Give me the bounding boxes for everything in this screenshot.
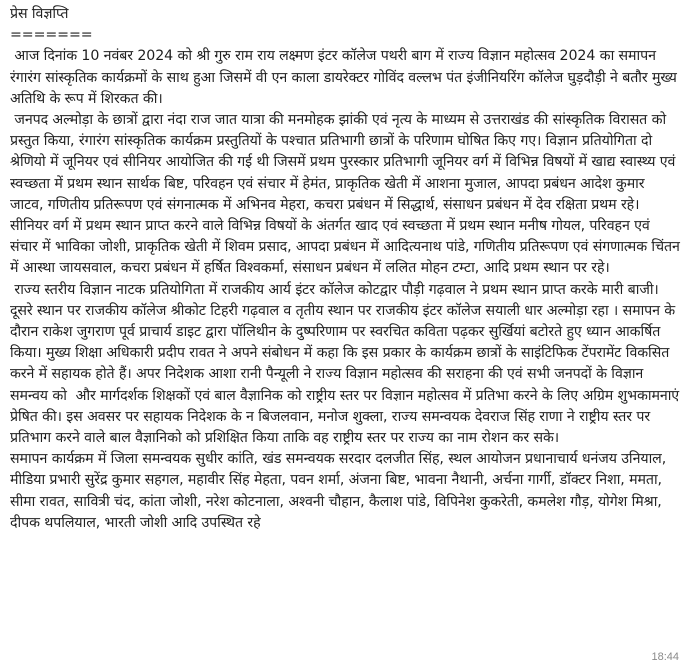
message-paragraph: जनपद अल्मोड़ा के छात्रों द्वारा नंदा राज जात यात्रा की मनमोहक झांकी एवं नृत्य के माध्यम से उत्तराखंड की सांस्कृतिक विरासत को प्रस्तुत किया, रंगारंग सांस्कृतिक कार्यक्रम प्रस्तुतियों के पश्चात प्रतिभागी छात्रों के परिणाम घोषित किए गए। विज्ञान प्रतियोगिता दो श्रेणियो में जूनियर एवं सीनियर आयोजित की गई थी जिसमें प्रथम पुरस्कार प्रतिभागी जूनियर वर्ग में विभिन्न विषयों में खाद्य स्वास्थ्य एवं स्वच्छता में प्रथम स्थान सार्थक बिष्ट, परिवहन एवं संचार में हेमंत, प्राकृतिक खेती में आशना मुजाल, आपदा प्रबंधन आदेश कुमार जाटव, गणितीय प्रतिरूपण एवं संगनात्मक में अभिनव मेहरा, कचरा प्रबंधन में सिद्धार्थ, संसाधन प्रबंधन में देव रक्षिता प्रथम रहे। सीनियर वर्ग में प्रथम स्थान प्राप्त करने वाले विभिन्न विषयों के अंतर्गत खाद एवं स्वच्छता में प्रथम स्थान मनीष गोयल, परिवहन एवं संचार में भाविका जोशी, प्राकृतिक खेती में शिवम प्रसाद, आपदा प्रबंधन में आदित्यनाथ पांडे, गणितीय प्रतिरूपण एवं संगणात्मक चिंतन में आस्था जायसवाल, कचरा प्रबंधन में हर्षित विश्वकर्मा, संसाधन प्रबंधन में ललित मोहन टम्टा, आदि प्रथम स्थान पर रहे। <box>10 112 685 277</box>
message-timestamp: 18:44 <box>651 651 679 663</box>
message-paragraph: समापन कार्यक्रम में जिला समन्वयक सुधीर कांति, खंड समन्वयक सरदार दलजीत सिंह, स्थल आयोजन प्रधानाचार्य धनंजय उनियाल, मीडिया प्रभारी सुरेंद्र कुमार सहगल, महावीर सिंह मेहता, पवन शर्मा, अंजना बिष्ट, भावना नैथानी, अर्चना गार्गी, डॉक्टर निशा, ममता, सीमा रावत, सावित्री चंद, कांता जोशी, नरेश कोटनाला, अश्वनी चौहान, कैलाश पांडे, विपिनेश कुकरेती, कमलेश गौड़, योगेश मिश्रा, दीपक थपलियाल, भारती जोशी आदि उपस्थित रहे <box>10 451 671 531</box>
message-title: प्रेस विज्ञप्ति <box>10 6 69 22</box>
message-paragraph: राज्य स्तरीय विज्ञान नाटक प्रतियोगिता में राजकीय आर्य इंटर कॉलेज कोटद्वार पौड़ी गढ़वाल ने प्रथम स्थान प्राप्त करके मारी बाजी। दूसरे स्थान पर राजकीय कॉलेज श्रीकोट टिहरी गढ़वाल व तृतीय स्थान पर राजकीय इंटर कॉलेज सयाली धार अल्मोड़ा रहा । समापन के दौरान राकेश जुगराण पूर्व प्राचार्य डाइट द्वारा पॉलिथीन के दुष्परिणाम पर स्वरचित कविता पढ़कर सुर्खियां बटोरते हुए ध्यान आकर्षित किया। मुख्य शिक्षा अधिकारी प्रदीप रावत ने अपने संबोधन में कहा कि इस प्रकार के कार्यक्रम छात्रों के साइंटिफिक टेंपरामेंट विकसित करने में सहायक होते हैं। अपर निदेशक आशा रानी पैन्यूली ने राज्य विज्ञान महोत्सव की सराहना की एवं सभी जनपदों के विज्ञान समन्वय को और मार्गदर्शक शिक्षकों एवं बाल वैज्ञानिक को राष्ट्रीय स्तर पर विज्ञान महोत्सव में प्रतिभा करने के लिए अग्रिम शुभकामनाएं प्रेषित की। इस अवसर पर सहायक निदेशक के न बिजलवान, मनोज शुक्ला, राज्य समन्वयक देवराज सिंह राणा ने राष्ट्रीय स्तर पर प्रतिभाग करने वाले बाल वैज्ञानिको को प्रशिक्षित किया ताकि वह राष्ट्रीय स्तर पर राज्य का नाम रोशन कर सके। <box>10 281 684 447</box>
message-paragraph: आज दिनांक 10 नवंबर 2024 को श्री गुरु राम राय लक्ष्मण इंटर कॉलेज पथरी बाग में राज्य विज्ञान महोत्सव 2024 का समापन रंगारंग सांस्कृतिक कार्यक्रमों के साथ हुआ जिसमें वी एन काला डायरेक्टर गोविंद वल्लभ पंत इंजीनियरिंग कॉलेज घुड़दौड़ी ने बतौर मुख्य अतिथि के रूप में शिरकत की। <box>10 48 682 107</box>
message-divider: ======= <box>10 27 93 44</box>
